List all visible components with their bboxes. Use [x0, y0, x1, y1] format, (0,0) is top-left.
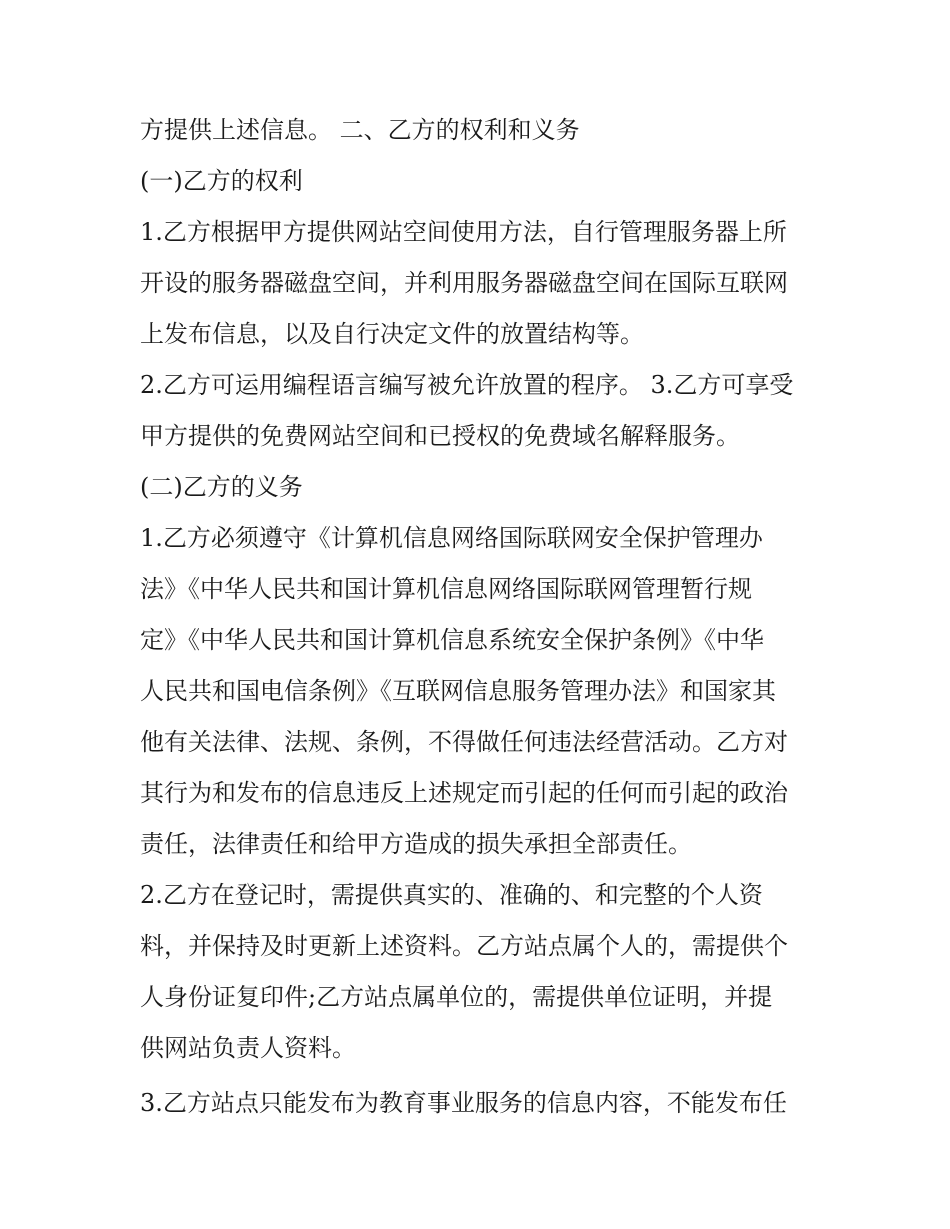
text-line: 上发布信息，以及自行决定文件的放置结构等。	[140, 320, 644, 348]
text-line: 2.乙方在登记时，需提供真实的、准确的、和完整的个人资	[140, 881, 763, 909]
text-line: 人身份证复印件;乙方站点属单位的，需提供单位证明，并提	[140, 983, 773, 1011]
section-heading: (二)乙方的义务	[140, 473, 303, 501]
section-heading: (一)乙方的权利	[140, 167, 303, 195]
text-line: 责任，法律责任和给甲方造成的损失承担全部责任。	[140, 830, 692, 858]
text-line: 人民共和国电信条例》《互联网信息服务管理办法》和国家其	[140, 677, 776, 705]
text-line: 1.乙方必须遵守《计算机信息网络国际联网安全保护管理办	[140, 524, 763, 552]
text-line: 1.乙方根据甲方提供网站空间使用方法，自行管理服务器上所	[140, 218, 787, 246]
text-line: 2.乙方可运用编程语言编写被允许放置的程序。 3.乙方可享受	[140, 371, 794, 399]
text-line: 定》《中华人民共和国计算机信息系统安全保护条例》《中华	[140, 626, 764, 654]
text-line: 甲方提供的免费网站空间和已授权的免费域名解释服务。	[140, 422, 740, 450]
text-line: 方提供上述信息。 二、乙方的权利和义务	[140, 116, 580, 144]
text-line: 法》《中华人民共和国计算机信息网络国际联网管理暂行规	[140, 575, 752, 603]
text-line: 供网站负责人资料。	[140, 1034, 356, 1062]
text-line: 开设的服务器磁盘空间，并利用服务器磁盘空间在国际互联网	[140, 269, 788, 297]
document-body	[140, 105, 820, 1129]
text-line: 料，并保持及时更新上述资料。乙方站点属个人的，需提供个	[140, 932, 788, 960]
text-line: 他有关法律、法规、条例，不得做任何违法经营活动。乙方对	[140, 728, 788, 756]
text-line: 3.乙方站点只能发布为教育事业服务的信息内容，不能发布任	[140, 1089, 787, 1117]
text-line: 其行为和发布的信息违反上述规定而引起的任何而引起的政治	[140, 779, 788, 807]
